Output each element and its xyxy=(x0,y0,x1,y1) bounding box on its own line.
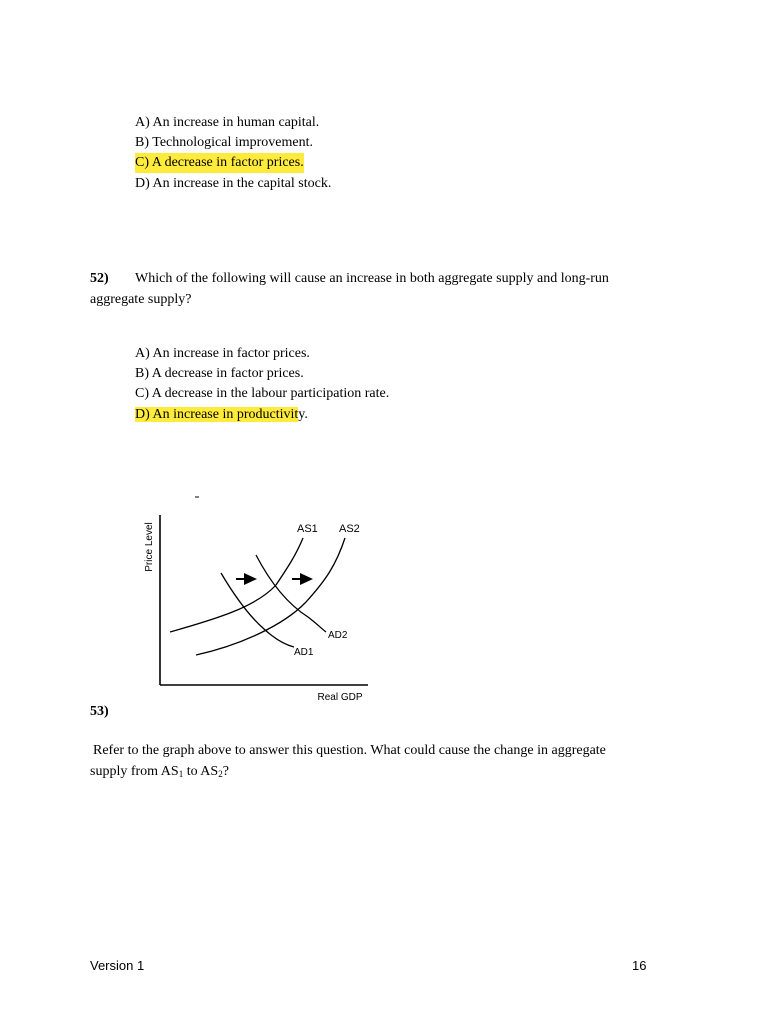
q52-question-line1: Which of the following will cause an increase in both aggregate supply and long-run xyxy=(135,271,609,286)
q52-option-c: C) A decrease in the labour participation rate. xyxy=(135,386,390,401)
q52-option-b: B) A decrease in factor prices. xyxy=(135,366,304,381)
q52-option-d-rest: y. xyxy=(298,407,308,422)
q53-line2-prefix: supply from AS xyxy=(90,764,179,779)
x-axis-label: Real GDP xyxy=(317,692,363,703)
q51-option-b: B) Technological improvement. xyxy=(135,135,313,150)
q52-number: 52) xyxy=(90,271,109,286)
q51-option-d: D) An increase in the capital stock. xyxy=(135,176,332,191)
q51-option-a: A) An increase in human capital. xyxy=(135,115,320,130)
q52-option-d-highlighted: D) An increase in productivit xyxy=(135,407,299,422)
q53-line2-mid: to AS xyxy=(183,764,219,779)
ad1-curve xyxy=(221,573,294,647)
q53-line2-suffix: ? xyxy=(222,764,229,779)
footer-version: Version 1 xyxy=(90,958,145,973)
as1-label: AS1 xyxy=(297,523,318,535)
q53-question-line2 xyxy=(90,762,229,782)
ad1-label: AD1 xyxy=(294,647,314,658)
as-ad-graph xyxy=(136,495,376,705)
as2-label: AS2 xyxy=(339,523,360,535)
as2-curve xyxy=(196,538,345,655)
q53-sub2: 2 xyxy=(218,769,223,779)
q52-option-a: A) An increase in factor prices. xyxy=(135,346,310,361)
q53-question-line1: Refer to the graph above to answer this question. What could cause the change in aggregate xyxy=(93,743,606,758)
shift-arrow-left xyxy=(236,573,257,585)
ad2-label: AD2 xyxy=(328,630,348,641)
footer-page-number: 16 xyxy=(632,958,647,973)
q51-option-c-highlighted: C) A decrease in factor prices. xyxy=(135,153,304,173)
shift-arrow-right xyxy=(292,573,313,585)
y-axis-label: Price Level xyxy=(144,522,155,572)
q52-option-d xyxy=(135,405,308,425)
q53-sub1: 1 xyxy=(178,769,184,779)
q52-question-line2: aggregate supply? xyxy=(90,292,192,307)
q53-number: 53) xyxy=(90,704,109,719)
as1-curve xyxy=(170,538,303,632)
